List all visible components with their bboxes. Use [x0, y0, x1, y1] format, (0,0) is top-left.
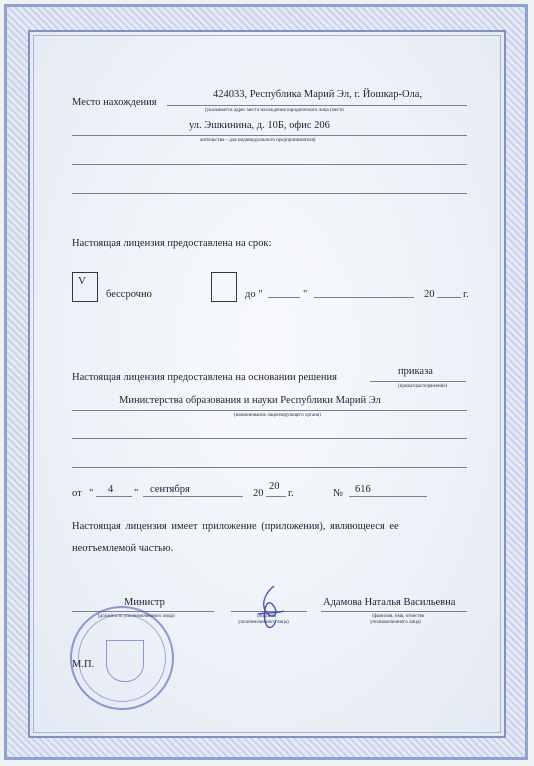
order-number: 616 [355, 484, 371, 495]
date-day: 4 [108, 484, 114, 495]
signature-hint-1: (подпись [257, 614, 277, 619]
check-mark: V [78, 275, 86, 287]
coat-of-arms-icon [106, 640, 144, 682]
address-hint-2: жительства – для индивидуального предпринимателя) [200, 138, 316, 143]
date-day-line [96, 496, 132, 497]
basis-label: Настоящая лицензия предоставлена на основании решения [72, 372, 337, 383]
date-from-label: от [72, 488, 82, 499]
until-month-line [314, 297, 414, 298]
location-label: Место нахождения [72, 97, 157, 108]
date-year-line [266, 496, 286, 497]
number-line [349, 496, 427, 497]
unlimited-checkbox [72, 272, 98, 302]
blank-line-3 [72, 438, 467, 439]
term-label: Настоящая лицензия предоставлена на срок: [72, 238, 272, 249]
basis-doc-type-line [370, 381, 466, 382]
date-year-prefix: 20 [253, 488, 264, 499]
basis-doc-type: приказа [398, 366, 433, 377]
address-line-2: ул. Эшкинина, д. 10Б, офис 206 [189, 120, 330, 131]
address-underline-2 [72, 135, 467, 136]
licensing-authority: Министерства образования и науки Республики Марий Эл [119, 395, 381, 406]
address-hint-1: (указывается адрес места нахождения юридического лица (место [205, 108, 344, 113]
name-underline [321, 611, 467, 612]
appendix-line-2: неотъемлемой частью. [72, 543, 174, 554]
signature-hint-2: уполномоченного лица) [238, 620, 289, 625]
name-hint-1: (фамилия, имя, отчество [372, 614, 425, 619]
handwritten-signature [254, 584, 288, 634]
position-hint: (должность уполномоченного лица) [98, 614, 175, 619]
name-hint-2: уполномоченного лица) [370, 620, 421, 625]
until-label: до " [245, 289, 263, 300]
blank-line-2 [72, 193, 467, 194]
seal-label: М.П. [72, 659, 95, 670]
until-year-prefix: 20 [424, 289, 435, 300]
date-quote-open: " [89, 488, 94, 499]
until-year-suffix: г. [463, 289, 469, 300]
date-quote-close: " [134, 488, 139, 499]
number-label: № [333, 488, 344, 499]
until-day-line [268, 297, 300, 298]
address-line-1: 424033, Республика Марий Эл, г. Йошкар-Ола, [213, 89, 423, 100]
signer-position: Министр [124, 597, 165, 608]
date-month: сентября [150, 484, 190, 495]
signer-name: Адамова Наталья Васильевна [323, 597, 456, 608]
blank-line-1 [72, 164, 467, 165]
until-quote: " [303, 289, 308, 300]
basis-doc-type-hint: (приказ/распоряжение) [398, 384, 448, 389]
appendix-line-1: Настоящая лицензия имеет приложение (приложения), являющееся ее [72, 521, 399, 532]
date-year-suffix: г. [288, 488, 294, 499]
authority-underline [72, 410, 467, 411]
address-underline-1 [167, 105, 467, 106]
blank-line-4 [72, 467, 467, 468]
authority-hint: (наименование лицензирующего органа) [234, 413, 321, 418]
official-seal [70, 606, 174, 710]
date-month-line [143, 496, 243, 497]
until-year-line [437, 297, 461, 298]
date-year: 20 [269, 481, 280, 492]
unlimited-label: бессрочно [106, 289, 152, 300]
until-checkbox [211, 272, 237, 302]
